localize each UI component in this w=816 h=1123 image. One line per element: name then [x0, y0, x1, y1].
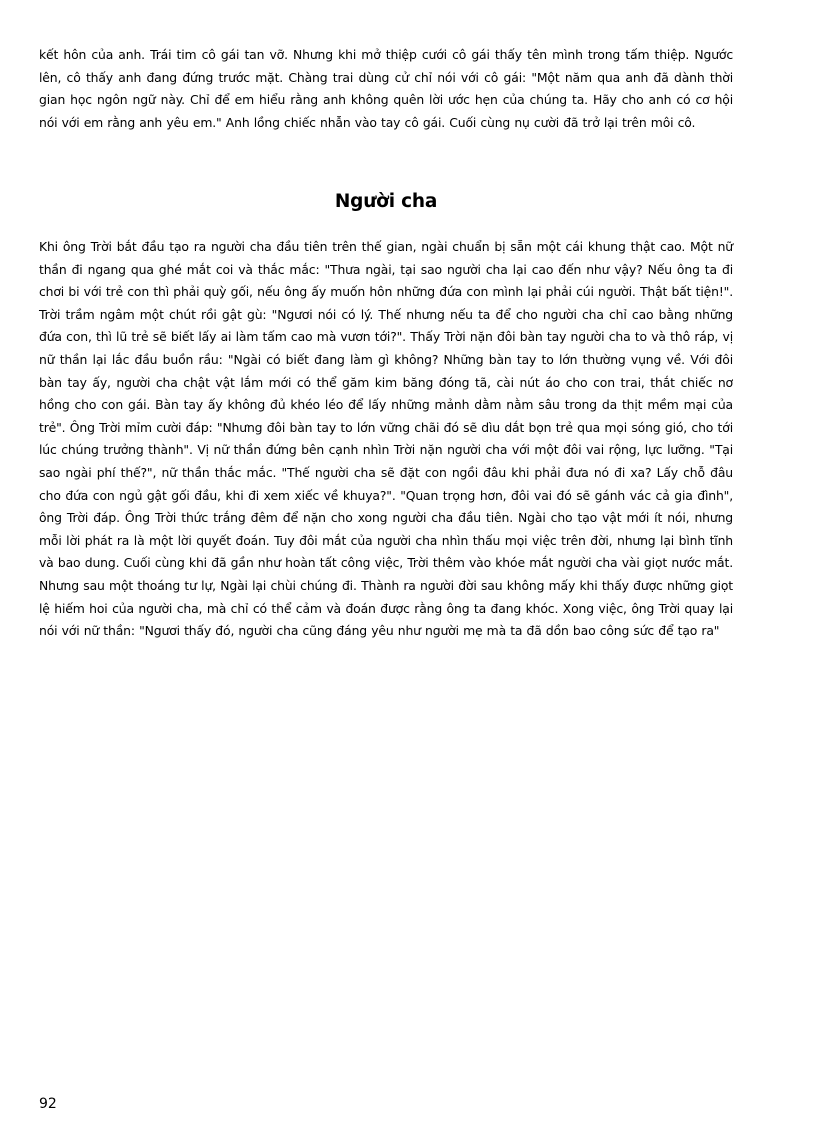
intro-paragraph: kết hôn của anh. Trái tim cô gái tan vỡ. Nhưng khi mở thiệp cưới cô gái thấy tên mình trong tấm thiệp. Ngước lên, cô thấy anh đang đứng trước mặt. Chàng trai dùng cử chỉ nói với cô gái: "Một năm qua anh đã dành thời gian học ngôn ngữ này. Chỉ để em hiểu rằng anh không quên lời ước hẹn của chúng ta. Hãy cho anh có cơ hội nói với em rằng anh yêu em." Anh lồng chiếc nhẫn vào tay cô gái. Cuối cùng nụ cười đã trở lại trên môi cô. — [39, 47, 733, 130]
page-number: 92 — [39, 1096, 57, 1112]
section-paragraph: Khi ông Trời bắt đầu tạo ra người cha đầu tiên trên thế gian, ngài chuẩn bị sẵn một cái khung thật cao. Một nữ thần đi ngang qua ghé mắt coi và thắc mắc: "Thưa ngài, tại sao người cha lại cao đến như vậy? Nếu ông ta đi chơi bi với trẻ con thì phải quỳ gối, nếu ông ấy muốn hôn những đứa con mình lại phải cúi người. Thật bất tiện!". Trời trầm ngâm một chút rồi gật gù: "Ngươi nói có lý. Thế nhưng nếu ta để cho người cha chỉ cao bằng những đứa con, thì lũ trẻ sẽ biết lấy ai làm tấm cao mà vươn tới?". Thấy Trời nặn đôi bàn tay người cha to và thô ráp, vị nữ thần lại lắc đầu buồn rầu: "Ngài có biết đang làm gì không? Những bàn tay to lớn thường vụng về. Với đôi bàn tay ấy, người cha chật vật lắm mới có thể găm kim băng đóng tã, cài nút áo cho con trai, thắt chiếc nơ hồng cho con gái. Bàn tay ấy không đủ khéo léo để lấy những mảnh dằm nằm sâu trong da thịt mềm mại của trẻ". Ông Trời mỉm cười đáp: "Nhưng đôi bàn tay to lớn vững chãi đó sẽ dìu dắt bọn trẻ qua mọi sóng gió, cho tới lúc chúng trưởng thành". Vị nữ thần đứng bên cạnh nhìn Trời nặn người cha với một đôi vai rộng, lực lưỡng. "Tại sao ngài phí thế?", nữ thần thắc mắc. "Thế người cha sẽ đặt con ngồi đâu khi phải đưa nó đi xa? Lấy chỗ đâu cho đứa con ngủ gật gối đầu, khi đi xem xiếc về khuya?". "Quan trọng hơn, đôi vai đó sẽ gánh vác cả gia đình", ông Trời đáp. Ông Trời thức trắng đêm để nặn cho xong người cha đầu tiên. Ngài cho tạo vật mới ít nói, nhưng mỗi lời phát ra là một lời quyết đoán. Tuy đôi mắt của người cha nhìn thấu mọi việc trên đời, nhưng lại bình tĩnh và bao dung. Cuối cùng khi đã gần như hoàn tất công việc, Trời thêm vào khóe mắt người cha vài giọt nước mắt. Nhưng sau một thoáng tư lự, Ngài lại chùi chúng đi. Thành ra người đời sau không mấy khi thấy được những giọt lệ hiếm hoi của người cha, mà chỉ có thể cảm và đoán được rằng ông ta đang khóc. Xong việc, ông Trời quay lại nói với nữ thần: "Ngươi thấy đó, người cha cũng đáng yêu như người mẹ mà ta đã dồn bao công sức để tạo ra" — [39, 239, 733, 639]
section-title: Người cha — [334, 191, 438, 212]
document-page — [39, 44, 733, 639]
